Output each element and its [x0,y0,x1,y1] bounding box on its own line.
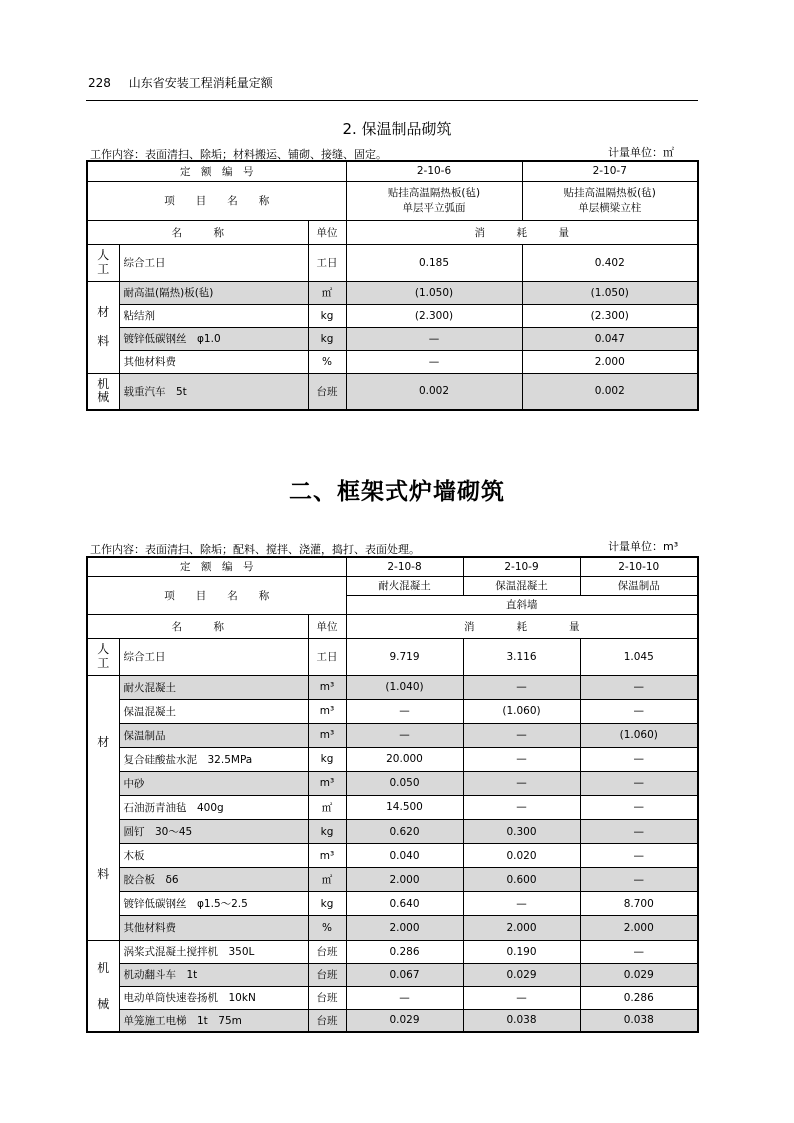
row-value: 0.002 [346,373,522,410]
row-value: — [346,723,463,747]
row-value: 0.029 [463,963,580,986]
row-value: — [580,940,698,963]
row-value: 0.040 [346,844,463,868]
row-unit: kg [308,892,346,916]
row-unit: kg [308,304,346,327]
item-name: 耐火混凝土 [346,576,463,595]
col-consume-label: 消 耗 量 [346,220,698,244]
row-unit: % [308,916,346,940]
row-unit: 台班 [308,986,346,1009]
row-value: (1.040) [346,675,463,699]
group-machine [87,940,119,1032]
row-value: 2.000 [346,916,463,940]
group-label: 人工 [97,248,110,276]
group-label: 机械 [97,377,110,405]
item-sub: 直斜墙 [346,595,698,614]
code-label: 定 额 编 号 [87,557,346,576]
row-unit: m³ [308,675,346,699]
row-value: — [346,350,522,373]
group-material [87,675,119,940]
row-name: 镀锌低碳钢丝 φ1.5～2.5 [119,892,308,916]
group-label: 材料 [97,305,110,348]
row-name: 涡桨式混凝土搅拌机 350L [119,940,308,963]
row-unit: m³ [308,723,346,747]
code-cell: 2-10-8 [346,557,463,576]
row-value: 2.000 [522,350,698,373]
header-rule [86,100,698,101]
row-value: — [580,771,698,795]
col-consume-label: 消 耗 量 [346,614,698,638]
row-value: (1.050) [346,281,522,304]
book-title: 山东省安装工程消耗量定额 [128,76,273,90]
row-unit: % [308,350,346,373]
group-machine [87,373,119,410]
row-value: — [463,747,580,771]
item-name: 贴挂高温隔热板(毡) 单层平立弧面 [346,181,522,220]
row-value: — [580,699,698,723]
page-number: 228 [88,76,111,90]
item-name: 保温混凝土 [463,576,580,595]
section2-work-content: 工作内容：表面清扫、除垢；配料、搅拌、浇灌，捣打、表面处理。 [90,543,420,556]
group-labor [87,244,119,281]
col-unit-label: 单位 [308,614,346,638]
row-name: 单笼施工电梯 1t 75m [119,1009,308,1032]
row-value: 0.640 [346,892,463,916]
row-value: — [463,892,580,916]
code-cell: 2-10-9 [463,557,580,576]
row-unit: ㎡ [308,868,346,892]
row-value: (1.060) [580,723,698,747]
section1-title: 2. 保温制品砌筑 [342,120,452,138]
row-unit: 台班 [308,940,346,963]
row-value: 1.045 [580,638,698,675]
row-value: 0.620 [346,819,463,843]
row-value: 0.067 [346,963,463,986]
row-name: 木板 [119,844,308,868]
row-value: — [580,844,698,868]
row-value: — [580,868,698,892]
row-name: 载重汽车 5t [119,373,308,410]
row-unit: kg [308,819,346,843]
row-name: 综合工日 [119,244,308,281]
row-value: — [463,795,580,819]
col-unit-label: 单位 [308,220,346,244]
code-cell: 2-10-7 [522,161,698,181]
row-unit: kg [308,747,346,771]
item-label: 项 目 名 称 [87,576,346,614]
row-name: 石油沥青油毡 400g [119,795,308,819]
row-value: 0.286 [346,940,463,963]
row-value: 2.000 [346,868,463,892]
row-value: 2.000 [580,916,698,940]
row-value: — [463,723,580,747]
row-unit: ㎡ [308,281,346,304]
group-labor [87,638,119,675]
row-value: 9.719 [346,638,463,675]
main-title: 二、框架式炉墙砌筑 [289,479,505,505]
row-unit: m³ [308,844,346,868]
row-value: — [463,771,580,795]
row-name: 电动单筒快速卷扬机 10kN [119,986,308,1009]
row-value: — [463,986,580,1009]
row-value: 0.038 [580,1009,698,1032]
row-name: 综合工日 [119,638,308,675]
code-cell: 2-10-6 [346,161,522,181]
row-value: — [580,795,698,819]
item-name: 贴挂高温隔热板(毡) 单层横梁立柱 [522,181,698,220]
row-unit: kg [308,327,346,350]
row-name: 机动翻斗车 1t [119,963,308,986]
col-name-label: 名 称 [87,220,308,244]
item-name: 保温制品 [580,576,698,595]
row-value: 0.190 [463,940,580,963]
row-name: 圆钉 30～45 [119,819,308,843]
section2-table [86,556,699,1033]
row-unit: m³ [308,699,346,723]
group-material [87,281,119,373]
section1-work-content: 工作内容：表面清扫、除垢；材料搬运、铺砌、接缝、固定。 [90,148,387,161]
row-value: (2.300) [522,304,698,327]
item-label: 项 目 名 称 [87,181,346,220]
row-value: 0.020 [463,844,580,868]
row-value: 0.029 [346,1009,463,1032]
row-value: 0.029 [580,963,698,986]
row-value: 0.047 [522,327,698,350]
row-unit: 台班 [308,963,346,986]
row-name: 复合硅酸盐水泥 32.5MPa [119,747,308,771]
row-value: — [346,699,463,723]
group-label: 材料 [97,734,110,881]
row-name: 镀锌低碳钢丝 φ1.0 [119,327,308,350]
row-name: 耐火混凝土 [119,675,308,699]
row-value: 0.038 [463,1009,580,1032]
row-name: 保温制品 [119,723,308,747]
row-value: 0.002 [522,373,698,410]
section2-unit: 计量单位：m³ [608,540,679,553]
row-unit: 台班 [308,1009,346,1032]
row-value: 0.286 [580,986,698,1009]
row-name: 其他材料费 [119,916,308,940]
row-unit: m³ [308,771,346,795]
row-value: 0.185 [346,244,522,281]
row-name: 粘结剂 [119,304,308,327]
code-cell: 2-10-10 [580,557,698,576]
row-value: 2.000 [463,916,580,940]
row-value: — [463,675,580,699]
page-header [88,74,287,91]
row-value: (1.050) [522,281,698,304]
row-unit: 工日 [308,638,346,675]
row-unit: ㎡ [308,795,346,819]
row-value: — [580,675,698,699]
col-name-label: 名 称 [87,614,308,638]
row-value: — [580,819,698,843]
row-value: 3.116 [463,638,580,675]
row-name: 中砂 [119,771,308,795]
row-value: 20.000 [346,747,463,771]
row-value: 8.700 [580,892,698,916]
row-name: 保温混凝土 [119,699,308,723]
group-label: 机械 [97,960,110,1011]
row-value: — [580,747,698,771]
row-name: 胶合板 δ6 [119,868,308,892]
code-label: 定 额 编 号 [87,161,346,181]
row-value: (1.060) [463,699,580,723]
row-unit: 工日 [308,244,346,281]
row-value: — [346,986,463,1009]
row-value: 0.300 [463,819,580,843]
row-value: 14.500 [346,795,463,819]
row-value: 0.050 [346,771,463,795]
row-value: 0.402 [522,244,698,281]
row-name: 耐高温(隔热)板(毡) [119,281,308,304]
row-value: (2.300) [346,304,522,327]
row-value: — [346,327,522,350]
row-name: 其他材料费 [119,350,308,373]
group-label: 人工 [97,642,110,670]
row-value: 0.600 [463,868,580,892]
row-unit: 台班 [308,373,346,410]
section1-unit: 计量单位：㎡ [608,146,674,159]
section1-table [86,160,699,411]
